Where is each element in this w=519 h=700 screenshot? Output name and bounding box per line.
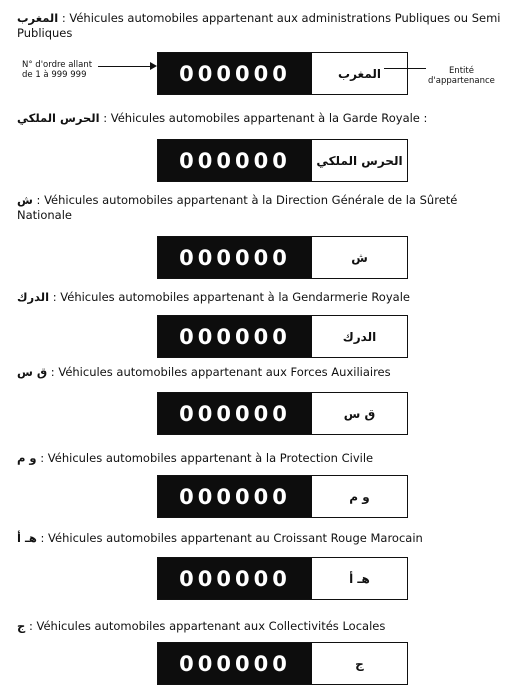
- plate-entity: المغرب: [312, 53, 407, 94]
- order-number-label: N° d'ordre allant de 1 à 999 999: [22, 60, 93, 80]
- license-plate: [157, 475, 408, 518]
- license-plate: [157, 557, 408, 600]
- entry-text: Véhicules automobiles appartenant à la Direction Générale de la Sûreté Nationale: [17, 193, 458, 222]
- entry-description: ق س : Véhicules automobiles appartenant aux Forces Auxiliaires: [17, 365, 391, 379]
- entry-text: Véhicules automobiles appartenant à la Garde Royale :: [110, 111, 428, 125]
- entity-code: هـ أ: [17, 531, 37, 545]
- entry-text: Véhicules automobiles appartenant aux Forces Auxiliaires: [58, 365, 391, 379]
- entry-description: الحرس الملكي : Véhicules automobiles appartenant à la Garde Royale :: [17, 111, 428, 125]
- entry-text: Véhicules automobiles appartenant à la Protection Civile: [47, 451, 374, 465]
- plate-number: 000000: [158, 237, 312, 278]
- plate-number: 000000: [158, 140, 312, 181]
- plate-entity: و م: [312, 476, 407, 517]
- entry-description: ش : Véhicules automobiles appartenant à la Direction Générale de la Sûreté Nationale: [17, 193, 458, 222]
- plate-number: 000000: [158, 643, 312, 684]
- plate-number: 000000: [158, 316, 312, 357]
- entity-code: ش: [17, 193, 33, 207]
- arrow-head-left-icon: [150, 62, 157, 70]
- entry-text: Véhicules automobiles appartenant au Croissant Rouge Marocain: [48, 531, 423, 545]
- entity-code: و م: [17, 451, 37, 465]
- plate-entity: الحرس الملكي: [312, 140, 407, 181]
- entry-text: Véhicules automobiles appartenant aux administrations Publiques ou Semi Publiques: [17, 11, 501, 40]
- plate-number: 000000: [158, 393, 312, 434]
- entry-text: Véhicules automobiles appartenant aux Collectivités Locales: [36, 619, 386, 633]
- arrow-line-left: [98, 66, 154, 67]
- plate-entity: ج: [312, 643, 407, 684]
- entity-label: Entité d'appartenance: [428, 66, 495, 86]
- entry-description: المغرب : Véhicules automobiles appartenant aux administrations Publiques ou Semi Publiques: [17, 11, 501, 40]
- plate-entity: ش: [312, 237, 407, 278]
- plate-number: 000000: [158, 476, 312, 517]
- entry-description: الدرك : Véhicules automobiles appartenant à la Gendarmerie Royale: [17, 290, 410, 304]
- license-plate: [157, 236, 408, 279]
- license-plate: [157, 642, 408, 685]
- plate-number: 000000: [158, 53, 312, 94]
- license-plate: [157, 392, 408, 435]
- entity-code: الحرس الملكي: [17, 111, 100, 125]
- plate-entity: هـ أ: [312, 558, 407, 599]
- license-plate: [157, 315, 408, 358]
- entry-description: هـ أ : Véhicules automobiles appartenant au Croissant Rouge Marocain: [17, 531, 423, 545]
- license-plate: [157, 139, 408, 182]
- plate-number: 000000: [158, 558, 312, 599]
- entry-description: ج : Véhicules automobiles appartenant aux Collectivités Locales: [17, 619, 386, 633]
- entity-code: ج: [17, 619, 26, 633]
- entry-text: Véhicules automobiles appartenant à la Gendarmerie Royale: [60, 290, 410, 304]
- entity-code: الدرك: [17, 290, 50, 304]
- arrow-line-right: [384, 68, 426, 69]
- entity-code: ق س: [17, 365, 48, 379]
- entity-code: المغرب: [17, 11, 59, 25]
- plate-entity: ق س: [312, 393, 407, 434]
- license-plate: [157, 52, 408, 95]
- entry-description: و م : Véhicules automobiles appartenant à la Protection Civile: [17, 451, 374, 465]
- plate-entity: الدرك: [312, 316, 407, 357]
